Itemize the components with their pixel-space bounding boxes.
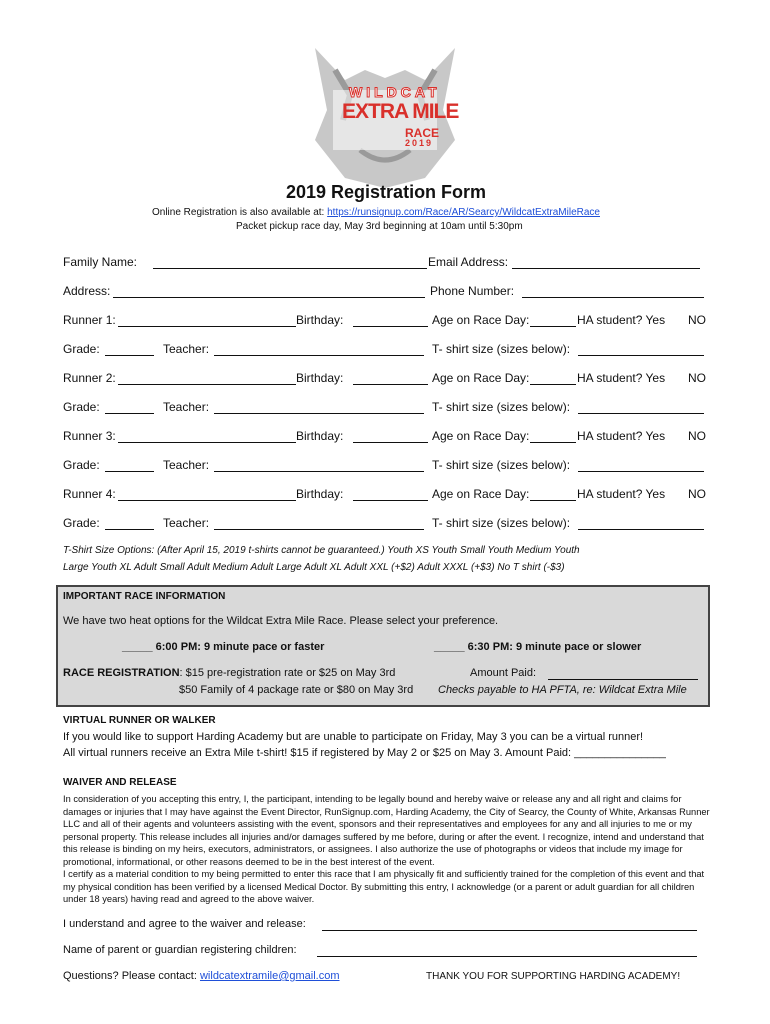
ha-student-label: HA student? Yes bbox=[577, 371, 666, 385]
agree-signature-field[interactable] bbox=[322, 930, 697, 931]
birthday-label: Birthday: bbox=[296, 487, 344, 501]
race-registration-line2: $50 Family of 4 package rate or $80 on May 3rd bbox=[179, 684, 414, 696]
teacher-label: Teacher: bbox=[163, 400, 210, 414]
ha-no-option[interactable]: NO bbox=[688, 487, 706, 501]
parent-label: Name of parent or guardian registering children: bbox=[63, 944, 297, 956]
ha-no-option[interactable]: NO bbox=[688, 429, 706, 443]
birthday-field[interactable] bbox=[353, 384, 428, 385]
virtual-line1: If you would like to support Harding Academy but are unable to participate on Friday, May 3 you can be a virtual runner! bbox=[63, 731, 644, 743]
waiver-heading: WAIVER AND RELEASE bbox=[63, 777, 177, 788]
online-url-link[interactable]: https://runsignup.com/Race/AR/Searcy/WildcatExtraMileRace bbox=[327, 207, 600, 218]
birthday-label: Birthday: bbox=[296, 313, 344, 327]
phone-label: Phone Number: bbox=[430, 284, 515, 298]
grade-field[interactable] bbox=[105, 471, 154, 472]
teacher-label: Teacher: bbox=[163, 458, 210, 472]
teacher-field[interactable] bbox=[214, 529, 424, 530]
tshirt-label: T- shirt size (sizes below): bbox=[432, 458, 571, 472]
race-registration-rate: : $15 pre-registration rate or $25 on May 3rd bbox=[179, 667, 396, 679]
heat-option-2-label: 6:30 PM: 9 minute pace or slower bbox=[467, 641, 642, 653]
race-info-intro: We have two heat options for the Wildcat Extra Mile Race. Please select your preference. bbox=[63, 615, 499, 627]
race-registration-line1 bbox=[63, 667, 395, 679]
age-field[interactable] bbox=[530, 442, 576, 443]
runner-label: Runner 3: bbox=[63, 429, 116, 443]
birthday-field[interactable] bbox=[353, 442, 428, 443]
race-registration-label: RACE REGISTRATION bbox=[63, 667, 180, 679]
race-logo bbox=[305, 40, 465, 190]
amount-paid-label: Amount Paid: bbox=[470, 667, 537, 679]
tshirt-label: T- shirt size (sizes below): bbox=[432, 400, 571, 414]
heat-option-1-blank[interactable]: _____ bbox=[122, 641, 153, 653]
runner-name-field[interactable] bbox=[118, 442, 296, 443]
tshirt-field[interactable] bbox=[578, 529, 704, 530]
thank-you: THANK YOU FOR SUPPORTING HARDING ACADEMY! bbox=[426, 971, 681, 982]
waiver-paragraph-1: In consideration of you accepting this entry, I, the participant, intending to be legally bound and hereby waive or release any and all right and claims for damages or injuries that I may have against the Event Director, RunSignup.com, Harding Academy, the City of Searcy, the County of White, Arkansas Runner LLC and all of their agents and volunteers assisting with the event, sponsors and their representatives and employees for any and all injuries to me or my personal property. This release includes all injuries and/or damages suffered by me before, during or after the event. I recognize, intend and understand that this release is binding on my heirs, executors, administrators, or assignees. I also authorize the use of photographs or videos that include my image for promotional, informational, or other reasons deemed to be in the best interest of the event. bbox=[63, 794, 710, 867]
online-prefix: Online Registration is also available at: bbox=[152, 207, 325, 218]
race-info-heading: IMPORTANT RACE INFORMATION bbox=[63, 591, 226, 602]
ha-student-label: HA student? Yes bbox=[577, 487, 666, 501]
grade-field[interactable] bbox=[105, 529, 154, 530]
agree-label: I understand and agree to the waiver and release: bbox=[63, 918, 306, 930]
teacher-field[interactable] bbox=[214, 471, 424, 472]
heat-option-2-blank[interactable]: _____ bbox=[434, 641, 465, 653]
birthday-label: Birthday: bbox=[296, 371, 344, 385]
tshirt-field[interactable] bbox=[578, 471, 704, 472]
birthday-label: Birthday: bbox=[296, 429, 344, 443]
virtual-heading: VIRTUAL RUNNER OR WALKER bbox=[63, 715, 216, 726]
age-label: Age on Race Day: bbox=[432, 429, 530, 443]
family-name-field[interactable] bbox=[153, 268, 427, 269]
runner-label: Runner 1: bbox=[63, 313, 116, 327]
grade-label: Grade: bbox=[63, 342, 100, 356]
runner-name-field[interactable] bbox=[118, 326, 296, 327]
birthday-field[interactable] bbox=[353, 500, 428, 501]
page-title: 2019 Registration Form bbox=[286, 182, 487, 202]
ha-student-label: HA student? Yes bbox=[577, 429, 666, 443]
waiver-paragraph-2: I certify as a material condition to my being permitted to enter this race that I am physically fit and sufficiently trained for the completion of this event and that my physical condition has been verified by a licensed Medical Doctor. By submitting this entry, I acknowledge (or a parent or adult guardian for all children under 18 years) having read and agreed to the above waiver. bbox=[63, 869, 705, 904]
logo-line2: EXTRA MILE bbox=[342, 100, 459, 123]
logo-line1: WILDCAT bbox=[349, 84, 441, 100]
runner-name-field[interactable] bbox=[118, 500, 296, 501]
questions-label: Questions? Please contact: bbox=[63, 970, 197, 982]
ha-no-option[interactable]: NO bbox=[688, 371, 706, 385]
teacher-field[interactable] bbox=[214, 413, 424, 414]
teacher-field[interactable] bbox=[214, 355, 424, 356]
age-field[interactable] bbox=[530, 384, 576, 385]
grade-field[interactable] bbox=[105, 413, 154, 414]
packet-pickup: Packet pickup race day, May 3rd beginning at 10am until 5:30pm bbox=[236, 221, 523, 232]
grade-label: Grade: bbox=[63, 516, 100, 530]
address-field[interactable] bbox=[113, 297, 425, 298]
virtual-line2: All virtual runners receive an Extra Mile t-shirt! $15 if registered by May 2 or $25 on May 3. Amount Paid: _______________ bbox=[63, 747, 666, 759]
tshirt-field[interactable] bbox=[578, 413, 704, 414]
tshirt-options-line2: Large Youth XL Adult Small Adult Medium Adult Large Adult XL Adult XXL (+$2) Adult XXXL (+$3) No T shirt (-$3) bbox=[63, 562, 565, 573]
ha-no-option[interactable]: NO bbox=[688, 313, 706, 327]
email-field[interactable] bbox=[512, 268, 700, 269]
grade-label: Grade: bbox=[63, 400, 100, 414]
grade-field[interactable] bbox=[105, 355, 154, 356]
tshirt-label: T- shirt size (sizes below): bbox=[432, 342, 571, 356]
heat-option-1[interactable] bbox=[122, 641, 324, 653]
tshirt-field[interactable] bbox=[578, 355, 704, 356]
runner-label: Runner 4: bbox=[63, 487, 116, 501]
heat-option-1-label: 6:00 PM: 9 minute pace or faster bbox=[155, 641, 325, 653]
heat-option-2[interactable] bbox=[434, 641, 641, 653]
birthday-field[interactable] bbox=[353, 326, 428, 327]
ha-student-label: HA student? Yes bbox=[577, 313, 666, 327]
age-label: Age on Race Day: bbox=[432, 313, 530, 327]
parent-name-field[interactable] bbox=[317, 956, 697, 957]
address-label: Address: bbox=[63, 284, 111, 298]
tshirt-options-line1: T-Shirt Size Options: (After April 15, 2019 t-shirts cannot be guaranteed.) Youth XS Youth Small Youth Medium Youth bbox=[63, 545, 580, 556]
teacher-label: Teacher: bbox=[163, 516, 210, 530]
age-label: Age on Race Day: bbox=[432, 487, 530, 501]
logo-year: 2019 bbox=[405, 138, 434, 148]
email-label: Email Address: bbox=[428, 255, 509, 269]
contact-email-link[interactable]: wildcatextramile@gmail.com bbox=[199, 970, 340, 982]
phone-field[interactable] bbox=[522, 297, 704, 298]
checks-payable: Checks payable to HA PFTA, re: Wildcat Extra Mile bbox=[438, 684, 687, 696]
grade-label: Grade: bbox=[63, 458, 100, 472]
family-name-label: Family Name: bbox=[63, 255, 138, 269]
amount-paid-field[interactable] bbox=[548, 679, 698, 680]
age-field[interactable] bbox=[530, 500, 576, 501]
age-label: Age on Race Day: bbox=[432, 371, 530, 385]
age-field[interactable] bbox=[530, 326, 576, 327]
teacher-label: Teacher: bbox=[163, 342, 210, 356]
questions-line bbox=[63, 970, 340, 982]
logo-line3: RACE bbox=[405, 126, 440, 140]
runner-label: Runner 2: bbox=[63, 371, 116, 385]
runner-name-field[interactable] bbox=[118, 384, 296, 385]
tshirt-label: T- shirt size (sizes below): bbox=[432, 516, 571, 530]
online-registration bbox=[152, 207, 600, 218]
